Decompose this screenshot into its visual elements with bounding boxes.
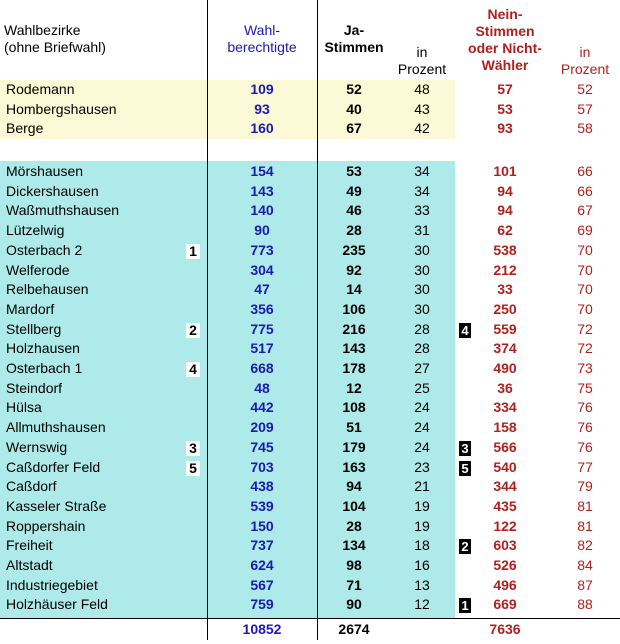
header-no: Nein- Stimmen oder Nicht- Wähler [468, 6, 542, 73]
yes-percent: 16 [414, 557, 430, 573]
no-percent: 88 [577, 596, 593, 613]
no-percent: 79 [577, 478, 593, 495]
header-no-percent: in Prozent [560, 44, 610, 77]
total-eligible: 10852 [242, 621, 282, 637]
district-name: Wernswig [6, 438, 68, 455]
yes-value: 178 [342, 360, 366, 376]
table-row [0, 536, 620, 556]
yes-percent: 23 [414, 458, 430, 475]
eligible-value: 745 [250, 438, 274, 455]
no-value: 62 [497, 222, 513, 239]
eligible-value: 517 [250, 340, 274, 357]
rank-badge-eligible: 3 [186, 441, 200, 456]
no-value: 158 [493, 419, 517, 436]
yes-value: 40 [346, 100, 362, 117]
district-name: Osterbach 2 [6, 241, 83, 258]
total-no: 7636 [489, 621, 521, 637]
eligible-value: 93 [254, 100, 270, 117]
rank-badge-eligible: 2 [186, 323, 200, 338]
eligible-value: 567 [250, 576, 274, 593]
yes-value: 28 [346, 222, 362, 239]
header-eligible: Wahl- berechtigte [227, 22, 297, 55]
table-row [0, 458, 620, 478]
eligible-value: 209 [250, 419, 274, 436]
yes-value: 179 [342, 438, 366, 455]
no-percent: 76 [577, 399, 593, 416]
district-name: Altstadt [6, 557, 53, 573]
no-percent: 58 [577, 120, 593, 137]
yes-value: 235 [342, 241, 366, 258]
table-row [0, 119, 620, 139]
total-yes: 2674 [338, 621, 370, 637]
yes-percent: 33 [414, 202, 430, 219]
district-name: Dickershausen [6, 182, 99, 199]
no-percent: 69 [577, 222, 593, 239]
no-value: 250 [493, 300, 517, 317]
yes-percent: 30 [414, 241, 430, 258]
table-row [0, 261, 620, 281]
rank-badge-no: 2 [459, 539, 471, 554]
yes-value: 51 [346, 419, 362, 436]
eligible-value: 737 [250, 537, 274, 554]
no-percent: 72 [577, 340, 593, 357]
district-name: Rodemann [6, 81, 75, 97]
table-row [0, 241, 620, 261]
rank-badge-eligible: 5 [186, 461, 200, 476]
district-name: Industriegebiet [6, 576, 98, 593]
no-percent: 81 [577, 497, 593, 514]
rank-badge-no: 3 [459, 441, 471, 456]
header-yes-percent: in Prozent [397, 44, 447, 77]
header-yes: Ja- Stimmen [324, 22, 384, 55]
eligible-value: 356 [250, 300, 274, 317]
table-row [0, 201, 620, 221]
no-value: 566 [493, 438, 517, 455]
yes-value: 94 [346, 478, 362, 495]
no-percent: 52 [577, 81, 593, 97]
table-row [0, 100, 620, 120]
yes-percent: 21 [414, 478, 430, 495]
yes-percent: 24 [414, 399, 430, 416]
no-value: 94 [497, 182, 513, 199]
table-row [0, 320, 620, 340]
yes-value: 14 [346, 281, 362, 298]
yes-value: 108 [342, 399, 366, 416]
yes-percent: 24 [414, 438, 430, 455]
table-row [0, 497, 620, 517]
yes-percent: 19 [414, 497, 430, 514]
yes-percent: 43 [414, 100, 430, 117]
yes-percent: 25 [414, 379, 430, 396]
yes-percent: 34 [414, 182, 430, 199]
yes-value: 28 [346, 517, 362, 534]
district-name: Kasseler Straße [6, 497, 107, 514]
district-name: Relbehausen [6, 281, 89, 298]
eligible-value: 48 [254, 379, 270, 396]
table-row [0, 379, 620, 399]
no-value: 603 [493, 537, 517, 554]
no-percent: 66 [577, 182, 593, 199]
no-value: 374 [493, 340, 517, 357]
no-percent: 82 [577, 537, 593, 554]
yes-value: 92 [346, 261, 362, 278]
no-value: 53 [497, 100, 513, 117]
table-row [0, 280, 620, 300]
eligible-value: 624 [250, 557, 274, 573]
eligible-value: 109 [250, 81, 274, 97]
rank-badge-no: 4 [459, 323, 471, 338]
table-row [0, 162, 620, 182]
no-value: 538 [493, 241, 517, 258]
yes-percent: 28 [414, 320, 430, 337]
table-row [0, 477, 620, 497]
no-percent: 57 [577, 100, 593, 117]
no-value: 36 [497, 379, 513, 396]
yes-percent: 19 [414, 517, 430, 534]
no-value: 57 [497, 81, 513, 97]
no-value: 212 [493, 261, 517, 278]
eligible-value: 143 [250, 182, 274, 199]
no-percent: 76 [577, 438, 593, 455]
district-name: Berge [6, 120, 44, 137]
eligible-value: 47 [254, 281, 270, 298]
yes-value: 71 [346, 576, 362, 593]
yes-value: 143 [342, 340, 366, 357]
no-value: 526 [493, 557, 517, 573]
no-percent: 67 [577, 202, 593, 219]
yes-percent: 18 [414, 537, 430, 554]
yes-percent: 48 [414, 81, 430, 97]
no-percent: 70 [577, 300, 593, 317]
eligible-value: 759 [250, 596, 274, 613]
table-row [0, 182, 620, 202]
district-name: Hülsa [6, 399, 42, 416]
eligible-value: 90 [254, 222, 270, 239]
no-percent: 72 [577, 320, 593, 337]
yes-value: 12 [346, 379, 362, 396]
yes-value: 46 [346, 202, 362, 219]
table-row [0, 80, 620, 100]
no-percent: 76 [577, 419, 593, 436]
eligible-value: 304 [250, 261, 274, 278]
yes-value: 106 [342, 300, 366, 317]
district-name: Allmuthshausen [6, 419, 106, 436]
no-value: 33 [497, 281, 513, 298]
no-percent: 73 [577, 360, 593, 376]
yes-value: 49 [346, 182, 362, 199]
table-row [0, 438, 620, 458]
yes-percent: 30 [414, 300, 430, 317]
yes-percent: 24 [414, 419, 430, 436]
district-name: Roppershain [6, 517, 86, 534]
yes-value: 163 [342, 458, 366, 475]
eligible-value: 438 [250, 478, 274, 495]
yes-value: 52 [346, 81, 362, 97]
yes-value: 53 [346, 163, 362, 179]
no-percent: 75 [577, 379, 593, 396]
district-name: Caßdorfer Feld [6, 458, 101, 475]
district-name: Welferode [6, 261, 70, 278]
eligible-value: 160 [250, 120, 274, 137]
no-value: 559 [493, 320, 517, 337]
yes-percent: 12 [414, 596, 430, 613]
yes-percent: 34 [414, 163, 430, 179]
table-row [0, 418, 620, 438]
no-value: 540 [493, 458, 517, 475]
rank-badge-eligible: 4 [186, 362, 200, 377]
district-name: Lützelwig [6, 222, 65, 239]
table-row [0, 595, 620, 615]
district-name: Holzhäuser Feld [6, 596, 108, 613]
totals-line [0, 618, 620, 619]
rank-badge-no: 1 [459, 598, 471, 613]
table-row [0, 576, 620, 596]
no-percent: 70 [577, 241, 593, 258]
yes-value: 134 [342, 537, 366, 554]
yes-value: 90 [346, 596, 362, 613]
no-percent: 81 [577, 517, 593, 534]
yes-percent: 30 [414, 281, 430, 298]
eligible-value: 140 [250, 202, 274, 219]
table-row [0, 556, 620, 576]
no-value: 435 [493, 497, 517, 514]
header-district: Wahlbezirke (ohne Briefwahl) [4, 22, 106, 55]
eligible-value: 154 [250, 163, 274, 179]
no-percent: 87 [577, 576, 593, 593]
table-row [0, 221, 620, 241]
no-value: 669 [493, 596, 517, 613]
no-value: 344 [493, 478, 517, 495]
table-row [0, 300, 620, 320]
district-name: Caßdorf [6, 478, 57, 495]
no-value: 490 [493, 360, 517, 376]
rank-badge-eligible: 1 [186, 244, 200, 259]
table-row [0, 339, 620, 359]
rank-badge-no: 5 [459, 461, 471, 476]
yes-percent: 30 [414, 261, 430, 278]
no-value: 334 [493, 399, 517, 416]
district-name: Osterbach 1 [6, 360, 83, 376]
no-value: 94 [497, 202, 513, 219]
yes-value: 98 [346, 557, 362, 573]
no-value: 93 [497, 120, 513, 137]
yes-percent: 13 [414, 576, 430, 593]
no-percent: 70 [577, 281, 593, 298]
eligible-value: 668 [250, 360, 274, 376]
yes-percent: 28 [414, 340, 430, 357]
table-row [0, 398, 620, 418]
eligible-value: 442 [250, 399, 274, 416]
district-name: Stellberg [6, 320, 62, 337]
district-name: Steindorf [6, 379, 63, 396]
table-row [0, 359, 620, 379]
yes-value: 216 [342, 320, 366, 337]
district-name: Mörshausen [6, 163, 84, 179]
eligible-value: 150 [250, 517, 274, 534]
no-percent: 66 [577, 163, 593, 179]
eligible-value: 703 [250, 458, 274, 475]
yes-percent: 27 [414, 360, 430, 376]
district-name: Hombergshausen [6, 100, 117, 117]
yes-value: 104 [342, 497, 366, 514]
no-percent: 70 [577, 261, 593, 278]
no-value: 101 [493, 163, 517, 179]
no-value: 122 [493, 517, 517, 534]
eligible-value: 775 [250, 320, 274, 337]
district-name: Freiheit [6, 537, 53, 554]
yes-percent: 31 [414, 222, 430, 239]
no-value: 496 [493, 576, 517, 593]
yes-percent: 42 [414, 120, 430, 137]
no-percent: 77 [577, 458, 593, 475]
district-name: Mardorf [6, 300, 55, 317]
district-name: Waßmuthshausen [6, 202, 120, 219]
yes-value: 67 [346, 120, 362, 137]
eligible-value: 539 [250, 497, 274, 514]
eligible-value: 773 [250, 241, 274, 258]
no-percent: 84 [577, 557, 593, 573]
table-row [0, 517, 620, 537]
district-name: Holzhausen [6, 340, 80, 357]
